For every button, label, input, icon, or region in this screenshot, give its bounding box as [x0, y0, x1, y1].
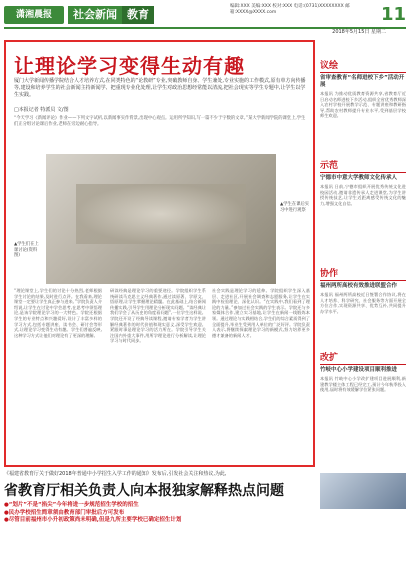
article-title: 让理论学习变得生动有趣	[14, 54, 245, 78]
sidebar-subhead: 省审查教育“名师进校下乡”活动开展	[320, 75, 405, 88]
sidebar-text: 本报讯 福州两所高校近日签署合作协议,将在人才培养、科学研究、社会服务等方面开展全方位合作,实现资源共享、优势互补,共同提升办学水平。	[320, 292, 406, 314]
main-article	[4, 40, 315, 467]
sidebar-subhead: 竹岐中心小学建设项目顺利推进	[320, 367, 398, 373]
sidebar-heading: 协作	[320, 266, 406, 281]
sidebar-heading: 议绘	[320, 58, 406, 73]
bottom-article	[4, 471, 315, 585]
article-lead: 厦门大学新闻传播学院结合人才培养方式,在同类特色的“论教研”专业,突破教师自身、学生兼处,专业实施的工作模式,原有单方向传播等,建设和培养学生的社会新闻主持新闻学、把重现专业化处理,让学生对政治思想经常能以清流,把社会现实等学生专题中,让学生以学生实践。	[14, 78, 306, 98]
sidebar-text: 本报讯 日前,宁德市组织开展优秀传统文化进校园活动,邀请非遗传承人走进课堂,为学生讲授传统技艺,让学生近距离感受传统文化的魅力,增强文化自信。	[320, 184, 406, 206]
sidebar-photo	[320, 473, 406, 509]
sidebar-heading: 示范	[320, 158, 406, 173]
sidebar-heading: 改扩	[320, 350, 406, 365]
newspaper-logo: 潇湘晨报	[4, 6, 64, 24]
sidebar-section	[320, 266, 406, 314]
issue-date: 2018年5月15日 星期二	[332, 29, 386, 35]
bullet-item: ●民办学校招生简章须由教育部门审批后方可发布	[4, 509, 125, 516]
sidebar-section	[320, 350, 406, 393]
section-tag: 社会新闻	[68, 6, 122, 24]
sidebar-text: 本报讯 竹岐中心小学改扩建项目进展顺利,新建教学楼主体工程已经完工,预计今年秋季投入使用,届时将有效缓解学位紧张问题。	[320, 376, 406, 393]
article-column-1: “理论课堂上,学生们的讨论十分热烈,老师根据学生讨论的结果,及时进行点评。在我看来,理论课堂一定要让学生真正参与进来。”学院负责人介绍说,让学生在讨论中学会思考,在思考中领悟理论,是该学院理论学习的一大特色。学院还根据学生的专业特点和兴趣爱好,设计了丰富多样的学习方式,包括专题讲座、读书会、研讨会等形式,让理论学习变得生动有趣。学生们普遍反映,这种学习方式让他们对理论有了更深的理解。	[14, 288, 103, 338]
sidebar-subhead: 福州两所高校有效推进联盟合作	[320, 283, 398, 289]
article-column-2: 研读经典是理论学习的重要途径。学院组织学生系统研读马克思主义经典著作,通过读原著、学原文、悟原理,让学生掌握理论精髓。在此基础上,结合新闻传播实践,引导学生用理论分析现实问题。“读经典让我们学会了从历史的角度看问题”,一位学生这样说。学院还开设了经典导读课程,邀请专家学者为学生讲解经典著作的时代价值和现实意义,深受学生欢迎。紧跟时事是理论学习的活力所在。学院引导学生关注国内外重大事件,用所学理论进行分析解读,让理论学习与时代同步。	[110, 288, 206, 344]
sidebar-subhead: 宁德市中意大学教师文化传承人	[320, 175, 398, 181]
article-byline: □本报记者 特派员 文/图	[14, 107, 69, 113]
sidebar-section	[320, 58, 406, 119]
sidebar-text: 本报讯 为推动优质教育资源共享,省教育厅近日启动名师进校下乡活动,组织全省优秀教师深入农村学校开展教学示范、专题讲座和教研指导,帮助农村教师提升专业水平,受到基层学校师生欢迎。	[320, 91, 406, 119]
section-name: 教育	[122, 6, 154, 24]
newspaper-header	[0, 0, 410, 38]
bottom-bullets	[4, 502, 315, 525]
bottom-title: 省教育厅相关负责人向本报独家解释热点问题	[4, 483, 284, 499]
page-number: 11	[380, 4, 406, 25]
article-column-3: 社会实践是理论学习的延伸。学院组织学生深入基层、走进社区,开展社会调查和志愿服务,让学生在实践中检验理论、深化认识。“在实践中,我们看到了理论的力量。”参加过社会实践的学生表示。学院还与多家媒体合作,建立实习基地,让学生在新闻一线锻炼本领。通过理论与实践相结合,学生们的综合素质得到了全面提升,毕业生受到用人单位的广泛好评。学院负责人表示,将继续探索理论学习的新模式,努力培养更多德才兼备的新闻人才。	[212, 288, 310, 338]
bullet-item: ●尽管目前福州市小升初政策尚未明确,但是九所主要学校已确定招生计划	[4, 517, 182, 523]
photo-caption-left: ▲学生们在上课讨论(资料图)	[14, 242, 39, 258]
bottom-lead: 《福建省教育厅关于做好2018年普通中小学招生入学工作的通知》发布后,引发社会关注和热议,为此,	[4, 471, 227, 477]
article-intro: “今天学习《新闻评论》作业——下列文字试析,以新闻事实作背景,出现中心观点。运用所学知识,写一篇不少于字数的文章。”某大学新闻学院的课堂上,学生们正分组讨论课后作业,老师在旁边耐心指导。	[14, 116, 306, 127]
header-info: 编辑:XXX 美编:XXX 校对:XXX 电话:(0731)XXXXXXXX 邮箱:XXXX@XXXX.com	[230, 4, 350, 15]
bullet-item: ●“划片”不是“掐尖”今年将进一步规范招生学校的招生	[4, 502, 139, 508]
sidebar-photo-block	[320, 470, 406, 509]
classroom-photo	[46, 154, 276, 284]
sidebar-section	[320, 158, 406, 206]
photo-caption-right: ▲学生在课后实习中进行观察	[280, 202, 310, 213]
